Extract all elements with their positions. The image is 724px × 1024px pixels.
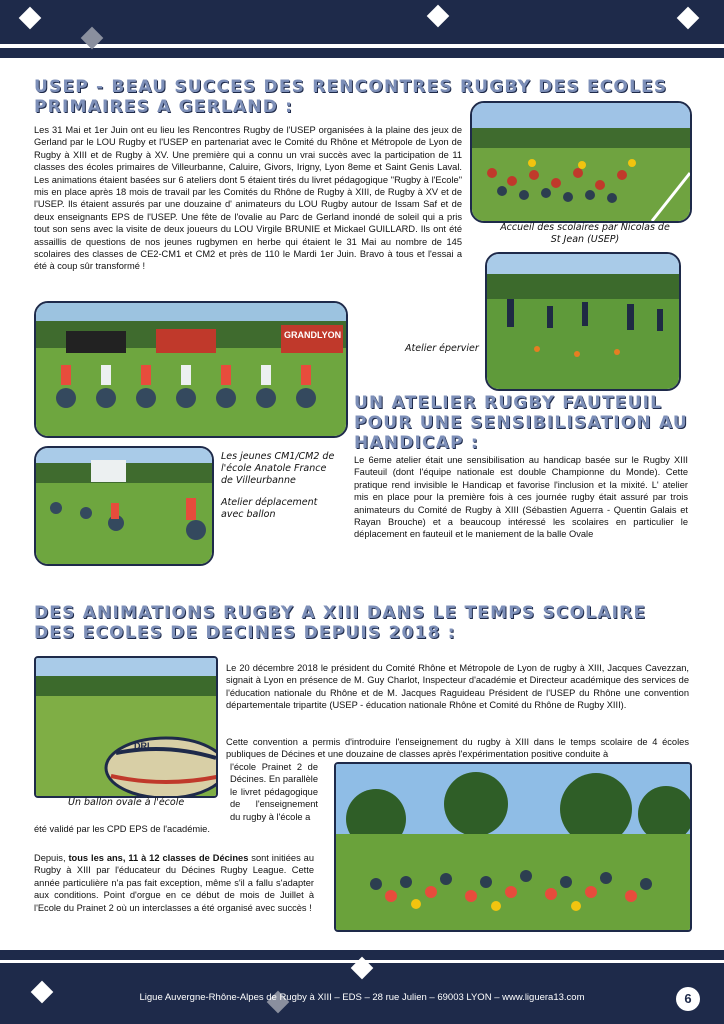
- header-stripe-lower: [0, 50, 724, 58]
- caption-cm1-cm2: Les jeunes CM1/CM2 de l'école Anatole France de Villeurbanne: [221, 451, 335, 486]
- photo-fauteuils-grandlyon: [34, 301, 348, 438]
- header-band: [0, 0, 724, 50]
- caption-ballon: Un ballon ovale à l'école: [68, 797, 185, 808]
- caption-epervier: Atelier épervier: [405, 343, 479, 354]
- photo-accueil-scolaires: [470, 101, 692, 223]
- section1-body-text: Les 31 Mai et 1er Juin ont eu lieu les Rencontres Rugby de l'USEP organisées à la plaine des jeux de Gerland par le LOU Rugby et l'USEP en partenariat avec le Comité du Rhône et Métropole de Lyon de Rugby à XIII et de Rugby à XV. Une première qui a connu un vrai succès avec la participation de 11 classes des écoles primaires de Villeurbanne, Caluire, Givors, Irigny, Lyon 8eme et Saint Genis Laval. Les animations étaient basées sur 6 ateliers dont 5 étaient tirés du livret pédagogique "Rugby à l'Ecole" mis en place après 18 mois de travail par les Comités du Rhône de Rugby à XIII, de Rugby à XV et de l'USEP. Ils étaient assurés par une douzaine d' animateurs du LOU Rugby autour de Issam Saf et de deux enseignants EPS de l'USEP. Une fête de l'ovalie au Parc de Gerland inondé de soleil qui a pris tout son sens avec la visite de deux joueurs du LOU Virgile BRUNIE et Mickael GUILLARD. Ils ont été assaillis de questions de nos jeunes rugbymen en herbe qui étaient le 31 Mai au nombre de 145 scolaires des classes de CE2-CM1 et CM2 et près de 110 le Mardi 1er Juin. Bravo à tous et l'essai a été à coup sûr transformé !: [34, 125, 462, 272]
- section3-body-after: été validé par les CPD EPS de l'académie.: [34, 824, 210, 834]
- section3-body-p1: Le 20 décembre 2018 le président du Comité Rhône et Métropole de Lyon de rugby à XIII, Jacques Cavezzan, signait à Lyon en présence de M. Guy Charlot, Inspecteur d'académie et Directeur académique des services de l'éducation nationale du Rhône et de M. Jacques Raguideau Président de l'USEP du Rhône une convention départementale tripartite (USEP - éducation nationale Rhône et Comité du Rhône de Rugby XIII).: [226, 663, 689, 711]
- caption-deplacement: Atelier déplacement avec ballon: [221, 497, 318, 520]
- section3-body-p2: [34, 852, 314, 914]
- banner-grandlyon: GRANDLYON: [284, 330, 342, 340]
- section1-title: USEP - BEAU SUCCES DES RENCONTRES RUGBY DES ECOLES PRIMAIRES A GERLAND :: [34, 77, 668, 117]
- photo-atelier-epervier: [485, 252, 681, 391]
- p2-bold: tous les ans, 11 à 12 classes de Décines: [68, 853, 249, 863]
- photo-atelier-deplacement: [34, 446, 214, 566]
- page-number: 6: [676, 987, 700, 1011]
- section2-title: UN ATELIER RUGBY FAUTEUIL POUR UNE SENSIBILISATION AU HANDICAP :: [354, 393, 688, 453]
- section1-body: [34, 124, 462, 273]
- section3-body-narrow: l'école Prainet 2 de Décines. En parallèle le livret pédagogique de l'enseignement du rugby à l'école a: [230, 762, 318, 822]
- p2-rest: sont initiées au Rugby à XIII par l'éducateur du Décines Rugby League. Cette année particulière n'a pas fait exception, même s'il a fallu s'adapter aux conditions. Point d'orgue en ce début de mois de Juillet à l'Ecole du Prainet 2 où un interclasses a été organisé avec succès !: [34, 853, 314, 913]
- header-stripe: [0, 44, 724, 48]
- photo-ballon-ovale: [34, 656, 218, 798]
- caption-accueil: Accueil des scolaires par Nicolas de St Jean (USEP): [500, 222, 670, 245]
- section2-body: Le 6eme atelier était une sensibilisation au handicap basée sur le Rugby XIII Fauteuil (dont l'équipe nationale est double Championne du Monde). Cette pratique rend invisible le Handicap et favorise l'inclusion et la mixité. L' atelier mis en place pour la première fois à ces journée rugby était assuré par trois animateurs du Comité de Rugby à XIII (Sébastien Aguerra - Quentin Galais et Rayan Brouche) et a beaucoup intéressé les scolaires en particulier le déplacement en fauteuil et le maniement de la balle Ovale: [354, 455, 688, 540]
- footer-address: Ligue Auvergne-Rhône-Alpes de Rugby à XIII – EDS – 28 rue Julien – 69003 LYON – www.liguera13.com: [139, 992, 585, 1003]
- ball-label: DRL: [134, 741, 153, 751]
- section3-body-p1b: Cette convention a permis d'introduire l'enseignement du rugby à XIII dans le temps scolaire de 4 écoles publiques de Décines et une douzaine de classes après l'expérimentation positive conduite à: [226, 737, 689, 760]
- photo-enseignantes: [334, 762, 692, 932]
- section3-title: DES ANIMATIONS RUGBY A XIII DANS LE TEMPS SCOLAIRE DES ECOLES DE DECINES DEPUIS 2018 :: [34, 603, 647, 643]
- p2-lead: Depuis,: [34, 853, 69, 863]
